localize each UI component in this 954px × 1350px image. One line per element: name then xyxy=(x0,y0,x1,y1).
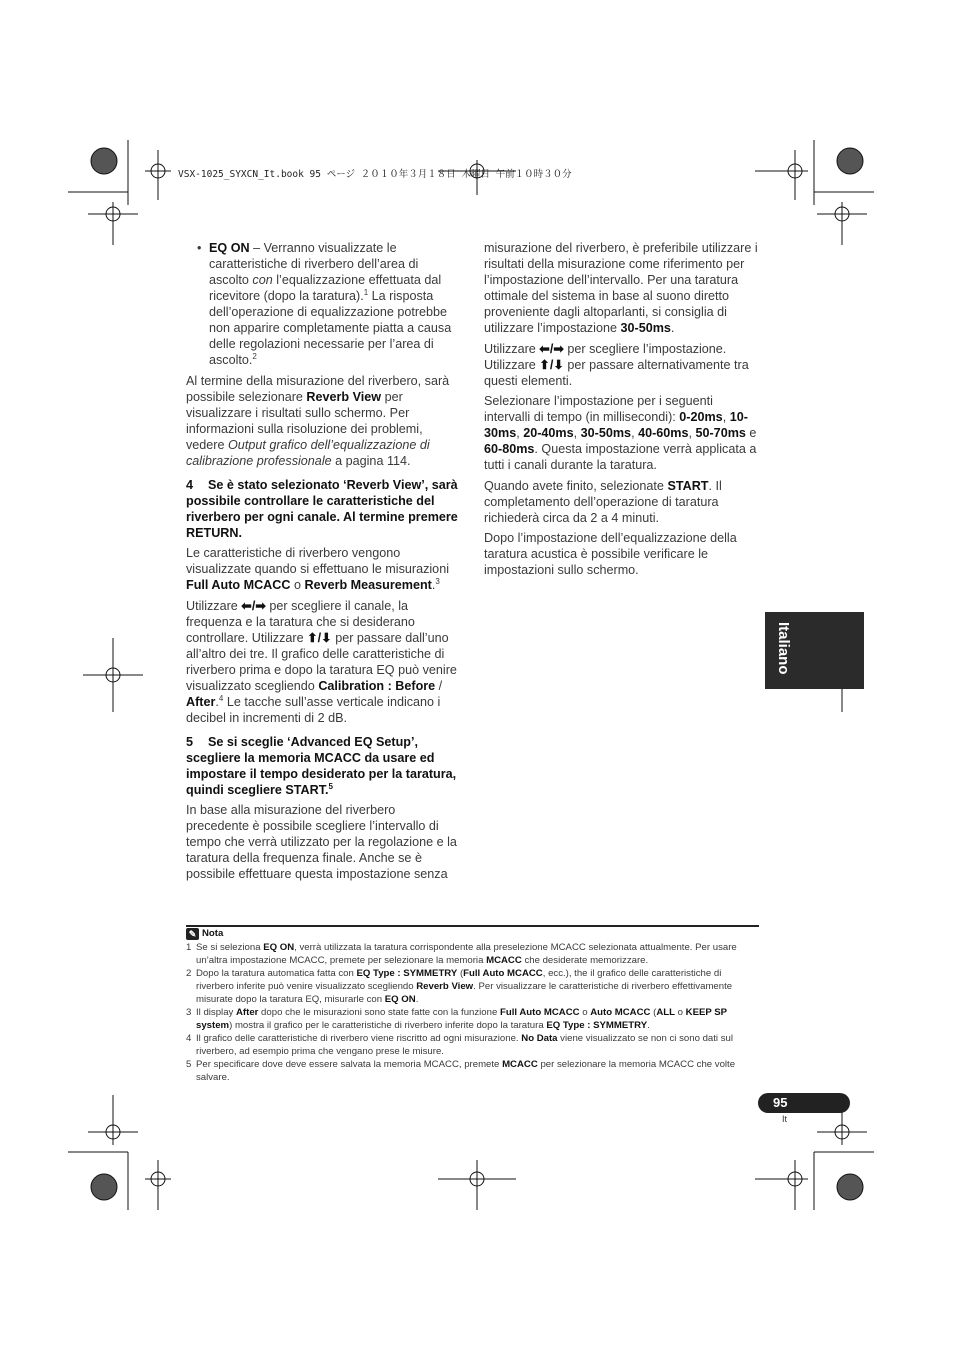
left-column xyxy=(186,240,461,887)
paragraph: Le caratteristiche di riverbero vengono visualizzate quando si effettuano le misurazioni Full Auto MCACC o Reverb Measurement.$^3$ xyxy=(186,546,449,592)
footnote-1: 1 Se si seleziona EQ ON, verrà utilizzata la taratura corrispondente alla preselezione MCACC selezionata attualmente. Per usare un’altra impostazione MCACC, premete per selezionare la memoria MCACC che desiderate memorizzare. xyxy=(186,942,737,966)
footnote-2: 2 Dopo la taratura automatica fatta con EQ Type : SYMMETRY (Full Auto MCACC, ecc.), the il grafico delle caratteristiche di riverbero inferite può venire visualizzato scegliendo Reverb View. Per visualizzare le caratteristiche di riverbero effettivamente misurate dopo la taratura EQ, misurarle con EQ ON. xyxy=(186,968,733,1005)
paragraph: In base alla misurazione del riverbero precedente è possibile scegliere l’intervallo di tempo che verrà utilizzato per la regolazione e la taratura della frequenza finale. Anche se è possibile effettuare questa impostazione senza xyxy=(186,803,457,881)
paragraph: Utilizzare ⬅/➡ per scegliere l’impostazione. Utilizzare ⬆/⬇ per passare alternativamente tra questi elementi. xyxy=(484,341,749,388)
notes-title: ✎ Nota xyxy=(186,927,761,940)
footnote-3: 3 Il display After dopo che le misurazioni sono state fatte con la funzione Full Auto MCACC o Auto MCACC (ALL o KEEP SP system) mostra il grafico per le caratteristiche di riverbero inferite dopo la taratura EQ Type : SYMMETRY. xyxy=(186,1007,727,1031)
paragraph: Al termine della misurazione del riverbero, sarà possibile selezionare Reverb View per visualizzare i risultati sullo schermo. Per informazioni sulla risoluzione dei problemi, vedere Output grafico dell’equalizzazione di calibrazione professionale a pagina 114. xyxy=(186,373,450,468)
step-5-heading: 5 Se si sceglie ‘Advanced EQ Setup’, scegliere la memoria MCACC da usare ed impostare il tempo desiderato per la taratura, quindi scegliere START.$^5$ xyxy=(186,734,457,797)
footnotes xyxy=(186,927,761,1084)
paragraph: misurazione del riverbero, è preferibile utilizzare i risultati della misurazione come riferimento per l’impostazione dell’intervallo. Per una taratura ottimale del sistema in base al suono diretto proveniente dagli altoparlanti, si consiglia di utilizzare l’impostazione 30-50ms. xyxy=(484,241,758,335)
page-language-code: It xyxy=(782,1114,788,1124)
left-right-arrow-icon: ⬅/➡ xyxy=(539,341,564,356)
bullet-eq-on: • EQ ON – Verranno visualizzate le caratteristiche di riverbero dell’area di ascolto con l’equalizzazione effettuata dal ricevitore (dopo la taratura).$^1$ La risposta dell’operazione di equalizzazione potrebbe non apparire completamente piatta a causa delle regolazioni necessarie per l’area di ascolto.$^2$ xyxy=(197,241,452,367)
paragraph: Quando avete finito, selezionate START. Il completamento dell’operazione di taratura richiederà circa da 2 a 4 minuti. xyxy=(484,478,722,525)
language-side-tab-label: Italiano xyxy=(775,622,792,675)
footnote-4: 4 Il grafico delle caratteristiche di riverbero viene riscritto ad ogni misurazione. No Data viene visualizzato se non ci sono dati sul riverbero, ad esempio prima che vengano prese le misure. xyxy=(186,1033,733,1057)
note-pencil-icon: ✎ xyxy=(186,928,199,940)
paragraph: Selezionare l’impostazione per i seguenti intervalli di tempo (in millisecondi): 0-20ms, 10-30ms, 20-40ms, 30-50ms, 40-60ms, 50-70ms e 60-80ms. Questa impostazione verrà applicata a tutti i canali durante la taratura. xyxy=(484,394,757,472)
paragraph: Dopo l’impostazione dell’equalizzazione della taratura acustica è possibile verificare le impostazioni sullo schermo. xyxy=(484,531,737,577)
print-header: VSX-1025_SYXCN_It.book 95 ページ ２０１０年３月１８日 木曜日 午前１０時３０分 xyxy=(178,169,572,180)
left-right-arrow-icon: ⬅/➡ xyxy=(241,598,266,613)
up-down-arrow-icon: ⬆/⬇ xyxy=(539,357,564,372)
right-column xyxy=(484,240,759,583)
page-number: 95 xyxy=(773,1095,788,1110)
paragraph: Utilizzare ⬅/➡ per scegliere il canale, la frequenza e la taratura che si desiderano controllare. Utilizzare ⬆/⬇ per passare dall’uno all’altro dei tre. Il grafico delle caratteristiche di riverbero prima e dopo la taratura EQ può venire visualizzato scegliendo Calibration : Before / After.$^4$ Le tacche sull’asse verticale indicano i decibel in incrementi di 2 dB. xyxy=(186,598,457,725)
page-number-badge xyxy=(758,1093,850,1113)
step-4-heading: 4 Se è stato selezionato ‘Reverb View’, sarà possibile controllare le caratteristiche del riverbero per ogni canale. Al termine premere RETURN. xyxy=(186,477,458,540)
up-down-arrow-icon: ⬆/⬇ xyxy=(307,630,332,645)
footnote-5: 5 Per specificare dove deve essere salvata la memoria MCACC, premete MCACC per selezionare la memoria MCACC che volte salvare. xyxy=(186,1059,736,1083)
